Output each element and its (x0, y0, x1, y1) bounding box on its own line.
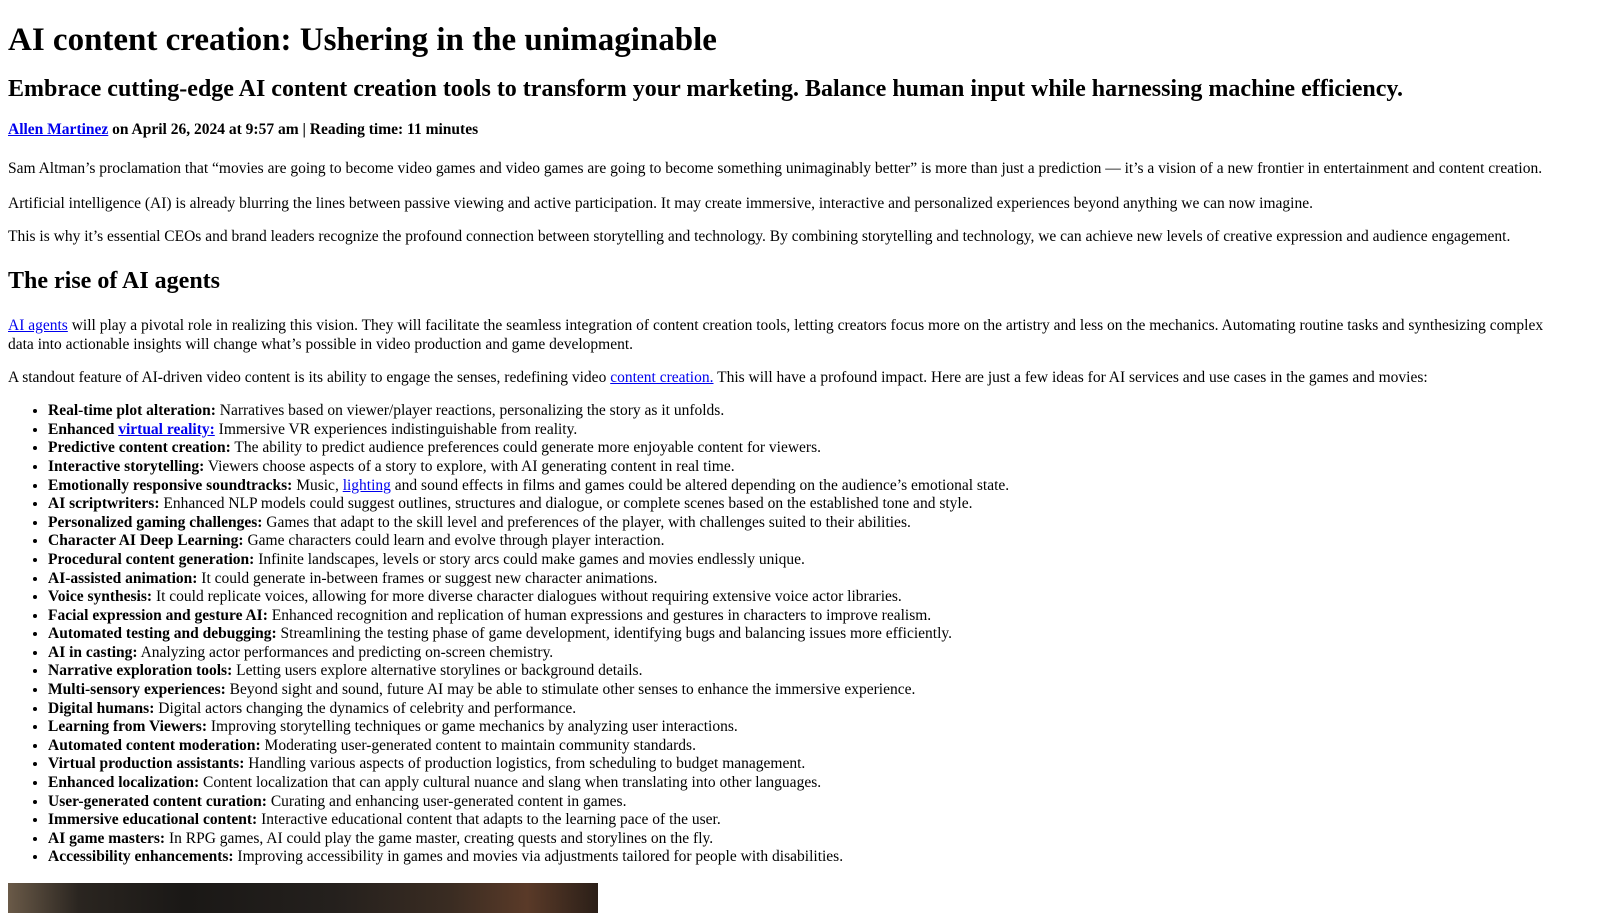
list-item: • AI scriptwriters: Enhanced NLP models could suggest outlines, structures and dialogue, or complete scenes based on the established tone and style. (48, 495, 1592, 514)
list-item: • Digital humans: Digital actors changing the dynamics of celebrity and performance. (48, 700, 1592, 719)
list-item: • Narrative exploration tools: Letting users explore alternative storylines or background details. (48, 662, 1592, 681)
list-item: • Emotionally responsive soundtracks: Music, lighting and sound effects in films and games could be altered depending on the audience’s emotional state. (48, 477, 1592, 496)
list-item: • Automated testing and debugging: Streamlining the testing phase of game development, identifying bugs and balancing issues more efficiently. (48, 625, 1592, 644)
list-item: • Predictive content creation: The ability to predict audience preferences could generate more enjoyable content for viewers. (48, 439, 1592, 458)
byline (8, 121, 1592, 140)
section-heading: The rise of AI agents (8, 267, 220, 294)
use-case-list (8, 402, 1592, 867)
article-image (8, 883, 598, 913)
content-creation-link[interactable]: content creation. (610, 368, 714, 386)
article (0, 21, 1600, 913)
virtual-reality-link[interactable]: virtual reality: (118, 420, 215, 438)
agents-paragraph: AI agents will play a pivotal role in realizing this vision. They will facilitate the seamless integration of content creation tools, letting creators focus more on the artistry and less on the mechanics. Automating routine tasks and synthesizing complex data into actionable insights will change what’s possible in video production and game development. (8, 316, 1544, 353)
author-link[interactable]: Allen Martinez (8, 121, 109, 139)
intro-paragraph-3: This is why it’s essential CEOs and brand leaders recognize the profound connection between storytelling and technology. By combining storytelling and technology, we can achieve new levels of creative expression and audience engagement. (8, 228, 1511, 246)
list-item: • Procedural content generation: Infinite landscapes, levels or story arcs could make games and movies endlessly unique. (48, 551, 1592, 570)
list-item: • Enhanced localization: Content localization that can apply cultural nuance and slang when translating into other languages. (48, 774, 1592, 793)
list-item: • Multi-sensory experiences: Beyond sight and sound, future AI may be able to stimulate other senses to enhance the immersive experience. (48, 681, 1592, 700)
standout-paragraph: A standout feature of AI-driven video content is its ability to engage the senses, redefining video content creation. This will have a profound impact. Here are just a few ideas for AI services and use cases in the games and movies: (8, 368, 1428, 386)
list-item: • AI in casting: Analyzing actor performances and predicting on-screen chemistry. (48, 644, 1592, 663)
list-item: • AI-assisted animation: It could generate in-between frames or suggest new character animations. (48, 570, 1592, 589)
list-item: • Accessibility enhancements: Improving accessibility in games and movies via adjustments tailored for people with disabilities. (48, 848, 1592, 867)
intro-paragraph-1: Sam Altman’s proclamation that “movies are going to become video games and video games are going to become something unimaginably better” is more than just a prediction — it’s a vision of a new frontier in entertainment and content creation. (8, 159, 1543, 177)
list-item: • User-generated content curation: Curating and enhancing user-generated content in games. (48, 793, 1592, 812)
ai-agents-link[interactable]: AI agents (8, 316, 68, 334)
list-item: • Real-time plot alteration: Narratives based on viewer/player reactions, personalizing the story as it unfolds. (48, 402, 1592, 421)
article-subtitle: Embrace cutting-edge AI content creation tools to transform your marketing. Balance human input while harnessing machine efficiency. (8, 75, 1404, 102)
article-title: AI content creation: Ushering in the unimaginable (8, 22, 717, 58)
list-item: • Immersive educational content: Interactive educational content that adapts to the learning pace of the user. (48, 811, 1592, 830)
intro-paragraph-2: Artificial intelligence (AI) is already blurring the lines between passive viewing and active participation. It may create immersive, interactive and personalized experiences beyond anything we can now imagine. (8, 194, 1313, 212)
list-item: • Virtual production assistants: Handling various aspects of production logistics, from scheduling to budget management. (48, 755, 1592, 774)
byline-date: on April 26, 2024 at 9:57 am | Reading time: 11 minutes (108, 121, 479, 139)
list-item: • Enhanced virtual reality: Immersive VR experiences indistinguishable from reality. (48, 421, 1592, 440)
list-item: • Automated content moderation: Moderating user-generated content to maintain community standards. (48, 737, 1592, 756)
list-item: • Voice synthesis: It could replicate voices, allowing for more diverse character dialogues without requiring extensive voice actor libraries. (48, 588, 1592, 607)
lighting-link[interactable]: lighting (342, 476, 391, 494)
list-item: • Character AI Deep Learning: Game characters could learn and evolve through player interaction. (48, 532, 1592, 551)
list-item: • Facial expression and gesture AI: Enhanced recognition and replication of human expressions and gestures in characters to improve realism. (48, 607, 1592, 626)
list-item: • AI game masters: In RPG games, AI could play the game master, creating quests and storylines on the fly. (48, 830, 1592, 849)
list-item: • Learning from Viewers: Improving storytelling techniques or game mechanics by analyzing user interactions. (48, 718, 1592, 737)
list-item: • Personalized gaming challenges: Games that adapt to the skill level and preferences of the player, with challenges suited to their abilities. (48, 514, 1592, 533)
list-item: • Interactive storytelling: Viewers choose aspects of a story to explore, with AI generating content in real time. (48, 458, 1592, 477)
